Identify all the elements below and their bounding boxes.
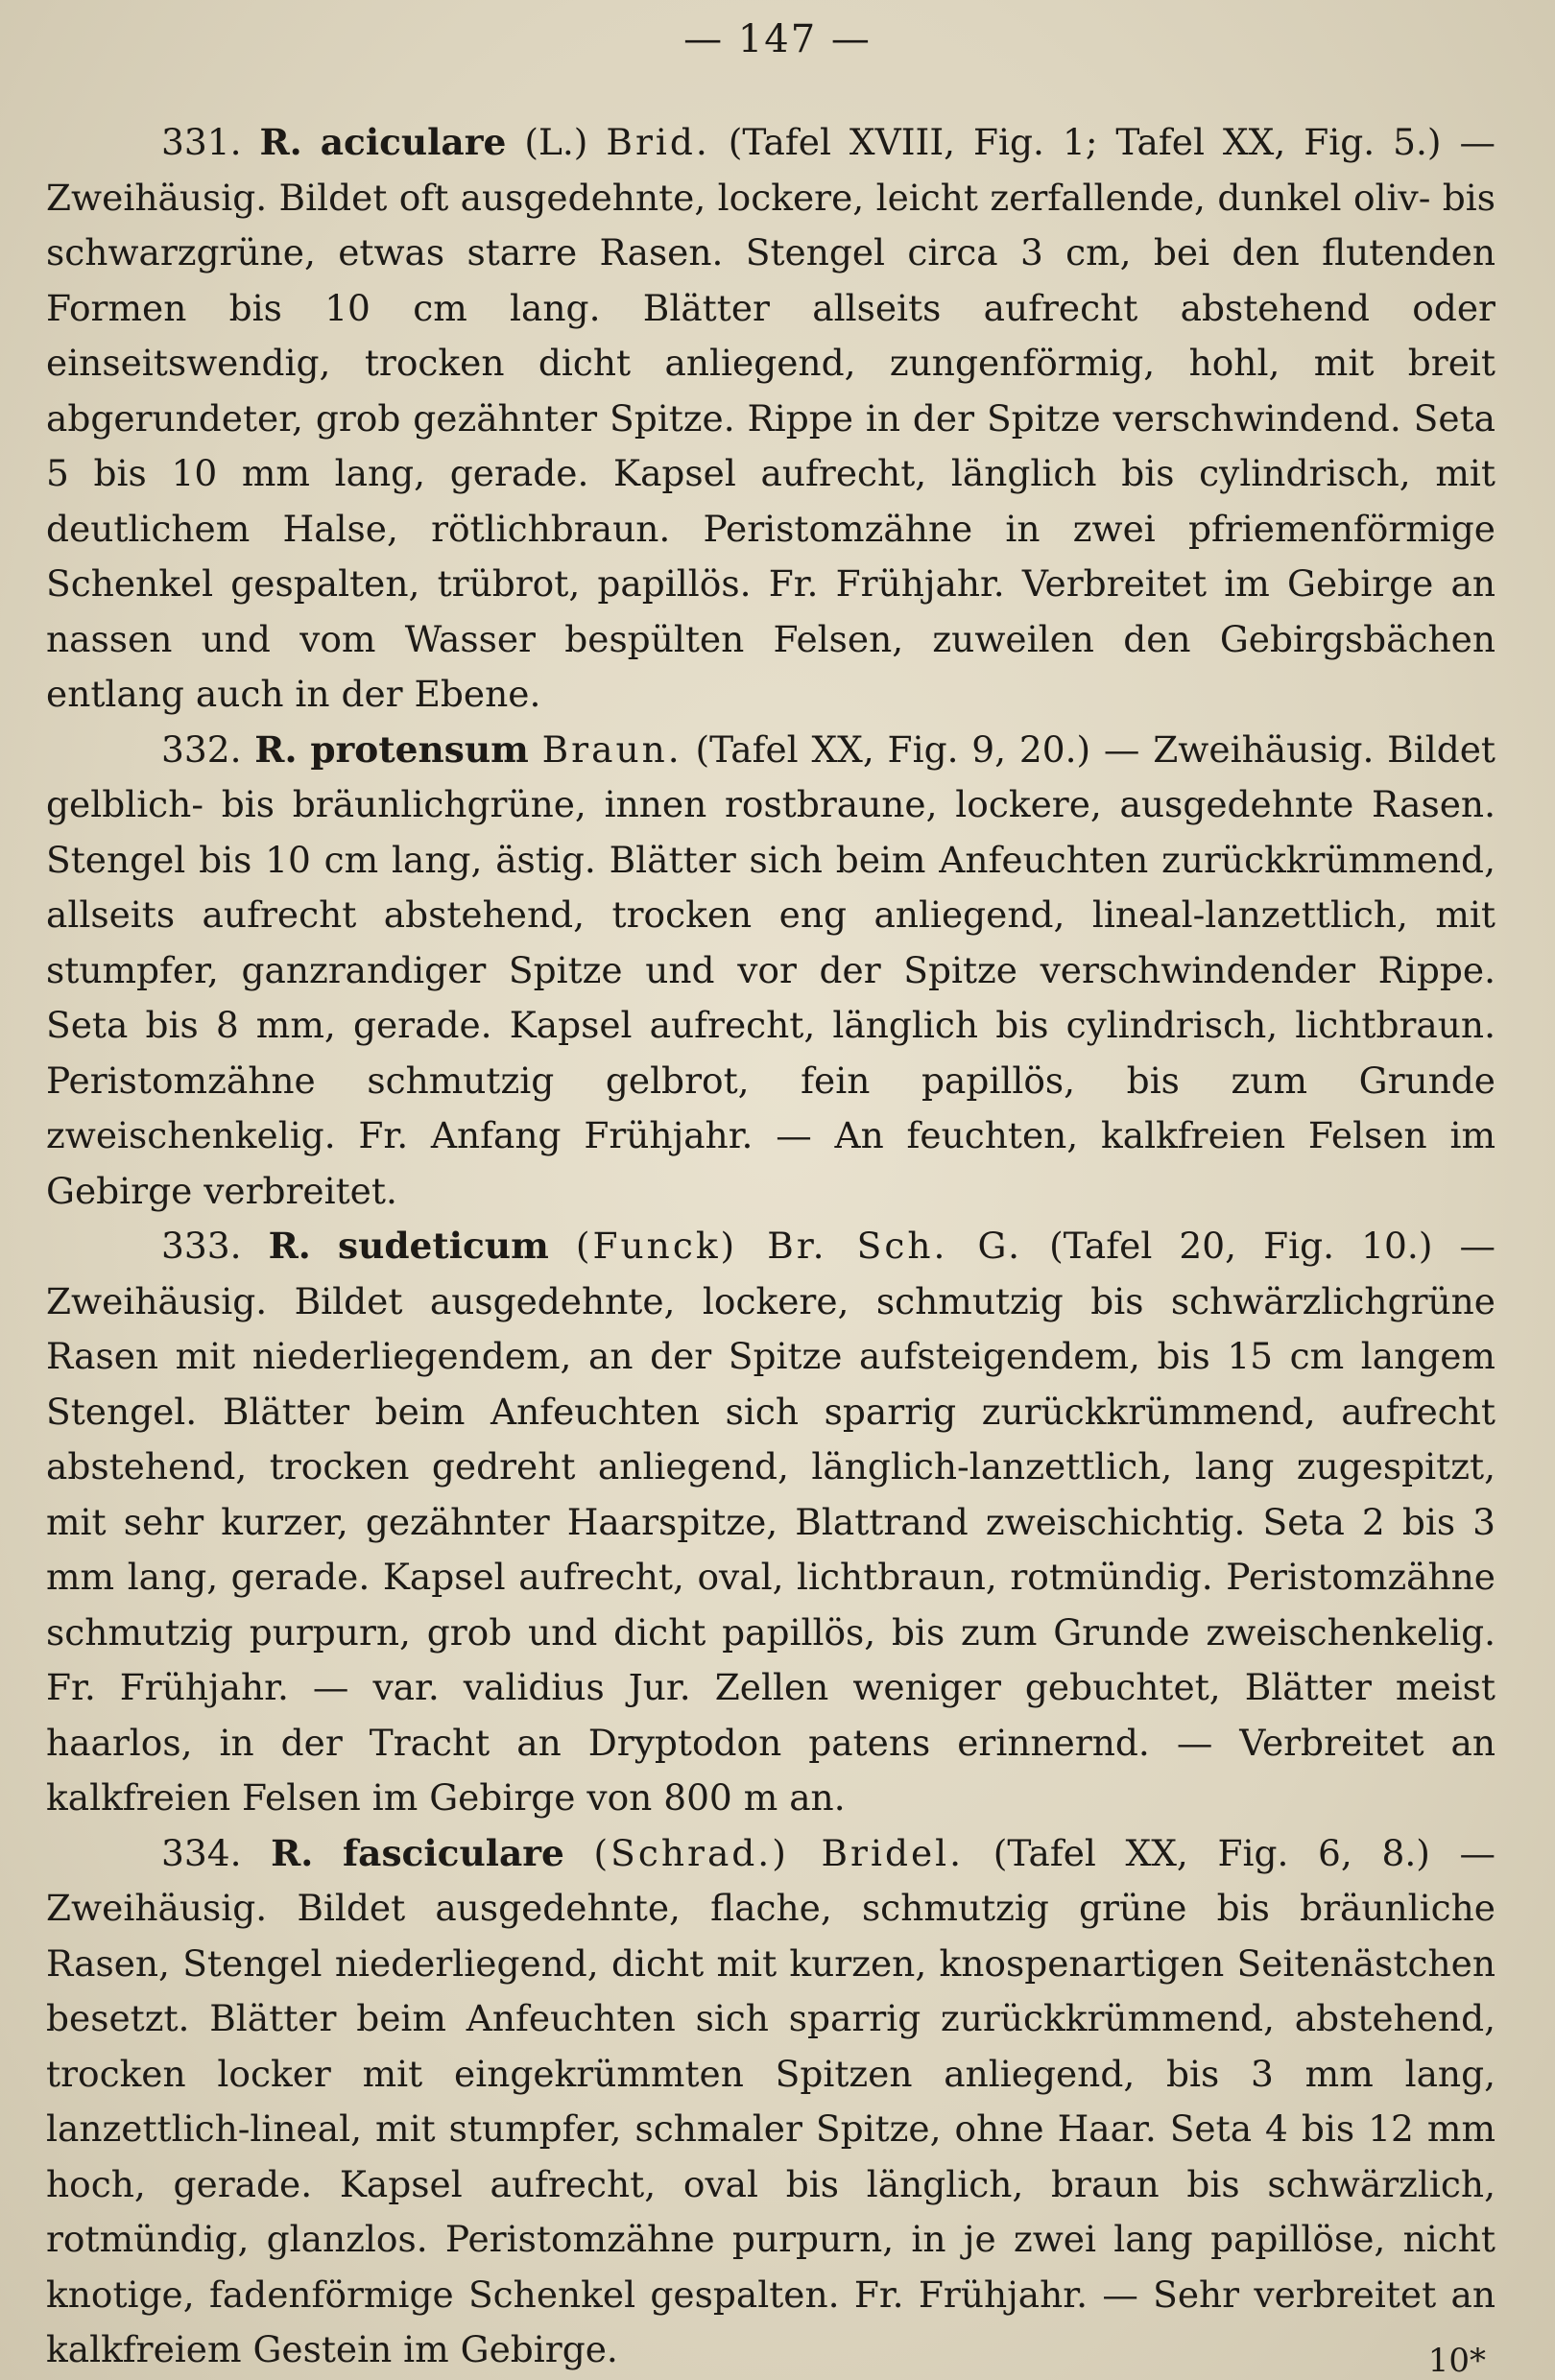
entry-description: (Tafel 20, Fig. 10.) — Zweihäusig. Bildet ausgedehnte, lockere, schmutzig bis schwärzlichgrüne Rasen mit niederliegendem, an der Spitze aufsteigendem, bis 15 cm langem Stengel. Blätter beim Anfeuchten sich sparrig zurückkrümmend, aufrecht abstehend, trocken gedreht anliegend, länglich-lanzettlich, lang zugespitzt, mit sehr kurzer, gezähnter Haarspitze, Blattrand zweischichtig. Seta 2 bis 3 mm lang, gerade. Kapsel aufrecht, oval, lichtbraun, rotmündig. Peristomzähne schmutzig purpurn, grob und dicht papillös, bis zum Grunde zweischenkelig. Fr. Frühjahr. — var. validius Jur. Zellen weniger gebuchtet, Blätter meist haarlos, in der Tracht an Dryptodon patens erinnernd. — Verbreitet an kalkfreien Felsen im Gebirge von 800 m an. (46, 1225, 1496, 1819)
entry-genus: R. (259, 121, 302, 163)
entry-description: (Tafel XVIII, Fig. 1; Tafel XX, Fig. 5.) — Zweihäusig. Bildet oft ausgedehnte, lockere, leicht zerfallende, dunkel oliv- bis schwarzgrüne, etwas starre Rasen. Stengel circa 3 cm, bei den flutenden Formen bis 10 cm lang. Blätter allseits aufrecht abstehend oder einseitswendig, trocken dicht anliegend, zungenförmig, hohl, mit breit abgerundeter, grob gezähnter Spitze. Rippe in der Spitze verschwindend. Seta 5 bis 10 mm lang, gerade. Kapsel aufrecht, länglich bis cylindrisch, mit deutlichem Halse, rötlichbraun. Peristomzähne in zwei pfriemenförmige Schenkel gespalten, trübrot, papillös. Fr. Frühjahr. Verbreitet im Gebirge an nassen und vom Wasser bespülten Felsen, zuweilen den Gebirgsbächen entlang auch in der Ebene. (46, 121, 1496, 715)
entry-number: 331. (161, 121, 242, 163)
signature-mark: 10* (1427, 2342, 1486, 2380)
entry-334 (46, 1826, 1495, 2378)
entry-333 (46, 1219, 1495, 1826)
entry-author: Braun. (541, 727, 682, 771)
entry-number: 333. (161, 1225, 242, 1267)
entry-author: (Funck) Br. Sch. G. (575, 1225, 1023, 1267)
entry-species: aciculare (320, 121, 507, 163)
entry-description: (Tafel XX, Fig. 6, 8.) — Zweihäusig. Bildet ausgedehnte, flache, schmutzig grüne bis bräunliche Rasen, Stengel niederliegend, dicht mit kurzen, knospenartigen Seitenästchen besetzt. Blätter beim Anfeuchten sich sparrig zurückkrümmend, abstehend, trocken locker mit eingekrümmten Spitzen anliegend, bis 3 mm lang, lanzettlich-lineal, mit stumpfer, schmaler Spitze, ohne Haar. Seta 4 bis 12 mm hoch, gerade. Kapsel aufrecht, oval bis länglich, braun bis schwärzlich, rotmündig, glanzlos. Peristomzähne purpurn, in je zwei lang papillöse, nicht knotige, fadenförmige Schenkel gespalten. Fr. Frühjahr. — Sehr verbreitet an kalkfreiem Gestein im Gebirge. (46, 1831, 1496, 2370)
entry-species: fasciculare (343, 1831, 564, 1874)
entry-description: (Tafel XX, Fig. 9, 20.) — Zweihäusig. Bildet gelblich- bis bräunlichgrüne, innen rostbraune, lockere, ausgedehnte Rasen. Stengel bis 10 cm lang, ästig. Blätter sich beim Anfeuchten zurückkrümmend, allseits aufrecht abstehend, trocken eng anliegend, lineal-lanzettlich, mit stumpfer, ganzrandiger Spitze und vor der Spitze verschwindender Rippe. Seta bis 8 mm, gerade. Kapsel aufrecht, länglich bis cylindrisch, lichtbraun. Peristomzähne schmutzig gelbrot, fein papillös, bis zum Grunde zweischenkelig. Fr. Anfang Frühjahr. — An feuchten, kalkfreien Felsen im Gebirge verbreitet. (46, 727, 1495, 1212)
entry-332 (46, 723, 1495, 1220)
entry-genus: R. (268, 1225, 311, 1267)
entry-number: 332. (161, 727, 242, 771)
entry-331 (46, 115, 1495, 723)
entry-number: 334. (161, 1831, 242, 1874)
entry-genus: R. (254, 727, 298, 771)
page-number: — 147 — (683, 17, 872, 61)
entry-author: (Schrad.) Bridel. (593, 1831, 965, 1874)
entry-author: Brid. (606, 121, 710, 163)
entry-species: sudeticum (337, 1225, 549, 1267)
entry-species: protensum (310, 727, 529, 771)
page-body (46, 115, 1495, 2378)
entry-author-prefix: (L.) (524, 121, 588, 163)
entry-genus: R. (271, 1831, 314, 1874)
